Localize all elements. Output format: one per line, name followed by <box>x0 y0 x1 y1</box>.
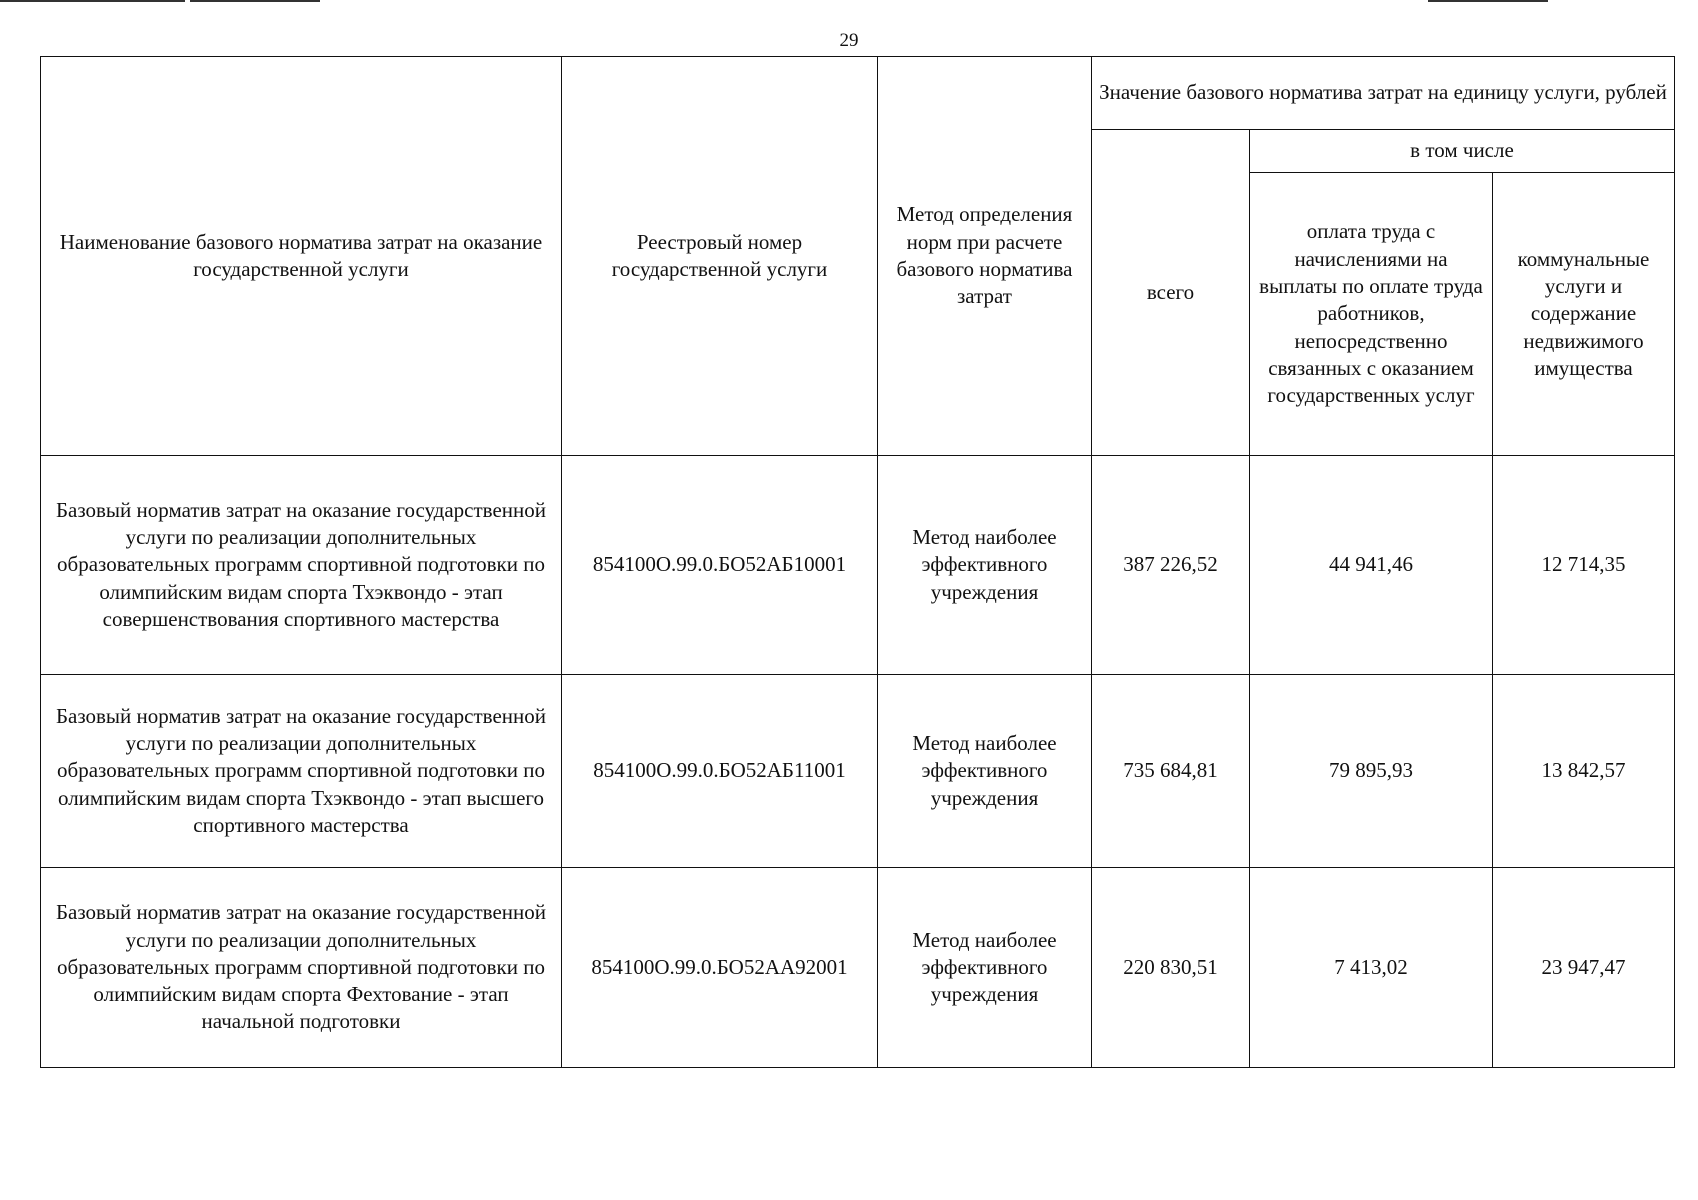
row-utilities: 23 947,47 <box>1493 868 1675 1068</box>
header-row <box>41 57 1675 130</box>
table-row <box>41 456 1675 675</box>
row-registry: 854100О.99.0.БО52АБ10001 <box>562 456 878 675</box>
top-rule-left <box>0 0 185 2</box>
row-labor: 7 413,02 <box>1250 868 1493 1068</box>
row-name: Базовый норматив затрат на оказание государственной услуги по реализации дополнительных образовательных программ спортивной подготовки по олимпийским видам спорта Тхэквондо - этап совершенствования спортивного мастерства <box>41 456 562 675</box>
row-method: Метод наиболее эффективного учреждения <box>878 675 1092 868</box>
row-name: Базовый норматив затрат на оказание государственной услуги по реализации дополнительных образовательных программ спортивной подготовки по олимпийским видам спорта Фехтование - этап начальной подготовки <box>41 868 562 1068</box>
row-method: Метод наиболее эффективного учреждения <box>878 456 1092 675</box>
row-utilities: 13 842,57 <box>1493 675 1675 868</box>
header-method: Метод определения норм при расчете базового норматива затрат <box>878 57 1092 456</box>
header-name: Наименование базового норматива затрат на оказание государственной услуги <box>41 57 562 456</box>
row-labor: 44 941,46 <box>1250 456 1493 675</box>
top-rule-middle <box>190 0 320 2</box>
header-total: всего <box>1092 130 1250 456</box>
row-name: Базовый норматив затрат на оказание государственной услуги по реализации дополнительных образовательных программ спортивной подготовки по олимпийским видам спорта Тхэквондо - этап высшего спортивного мастерства <box>41 675 562 868</box>
table-row <box>41 868 1675 1068</box>
page-number: 29 <box>839 30 859 51</box>
header-value-group: Значение базового норматива затрат на единицу услуги, рублей <box>1092 57 1675 130</box>
row-total: 220 830,51 <box>1092 868 1250 1068</box>
row-method: Метод наиболее эффективного учреждения <box>878 868 1092 1068</box>
header-labor: оплата труда с начислениями на выплаты по оплате труда работников, непосредственно связанных с оказанием государственных услуг <box>1250 173 1493 456</box>
header-utilities: коммунальные услуги и содержание недвижимого имущества <box>1493 173 1675 456</box>
row-total: 387 226,52 <box>1092 456 1250 675</box>
row-utilities: 12 714,35 <box>1493 456 1675 675</box>
row-registry: 854100О.99.0.БО52АБ11001 <box>562 675 878 868</box>
header-including: в том числе <box>1250 130 1675 173</box>
row-registry: 854100О.99.0.БО52АА92001 <box>562 868 878 1068</box>
cost-norms-table <box>40 56 1675 1068</box>
row-labor: 79 895,93 <box>1250 675 1493 868</box>
table-row <box>41 675 1675 868</box>
top-rule-right <box>1428 0 1548 2</box>
header-registry: Реестровый номер государственной услуги <box>562 57 878 456</box>
row-total: 735 684,81 <box>1092 675 1250 868</box>
